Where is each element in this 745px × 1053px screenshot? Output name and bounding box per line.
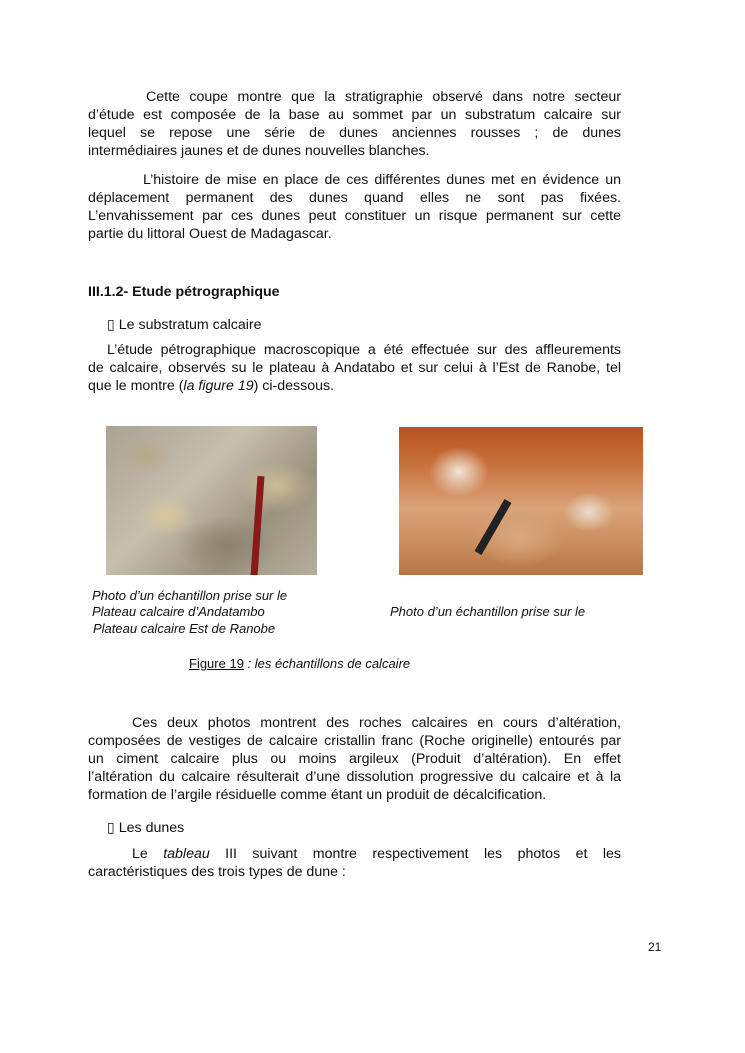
text-line: partie du littoral Ouest de Madagascar. [88, 226, 332, 242]
caption-left-line: Plateau calcaire d’Andatambo [92, 604, 265, 619]
text: que le montre ( [88, 378, 184, 394]
figure-reference: la figure 19 [183, 378, 254, 394]
text-line: de calcaire, observés su le plateau à Andatabo et sur celui à l’Est de Ranobe, tel [88, 360, 621, 376]
word: tableau [163, 846, 210, 862]
hammer-handle [475, 499, 512, 555]
text-line: l’altération du calcaire résulterait d’une dissolution progressive du calcaire et à la [88, 769, 621, 785]
hammer-handle [251, 476, 265, 575]
word: photos [517, 846, 561, 862]
caption-left-line: Photo d’un échantillon prise sur le [92, 588, 288, 603]
text-line: intermédiaires jaunes et de dunes nouvelles blanches. [88, 143, 430, 159]
text-line: composées de vestiges de calcaire cristallin franc (Roche originelle) entourés par [88, 733, 621, 749]
word: montre [312, 846, 357, 862]
text-line [132, 845, 621, 863]
bullet-substratum [107, 316, 640, 334]
text-line: lequel se repose une série de dunes anciennes rousses ; de dunes [88, 125, 621, 141]
page-number: 21 [648, 940, 662, 954]
text-line: un ciment calcaire plus ou moins argileux (Produit d’altération). En effet [88, 751, 621, 767]
word: les [484, 846, 503, 862]
word: III [225, 846, 237, 862]
figure-caption [189, 656, 410, 672]
text-line: L’étude pétrographique macroscopique a été effectuée sur des affleurements [107, 342, 621, 358]
text-line: Ces deux photos montrent des roches calcaires en cours d’altération, [132, 715, 621, 731]
figure-title: : les échantillons de calcaire [243, 656, 411, 671]
text: ) ci-dessous. [253, 378, 335, 394]
text-line: Cette coupe montre que la stratigraphie observé dans notre secteur [146, 89, 621, 105]
bullet-box-icon: ▯ [107, 317, 115, 333]
caption-left-line: Plateau calcaire Est de Ranobe [93, 621, 276, 636]
text-line: caractéristiques des trois types de dune : [88, 864, 346, 880]
text-line: L’histoire de mise en place de ces différentes dunes met en évidence un [143, 172, 621, 188]
word: les [602, 846, 621, 862]
bullet-dunes [107, 819, 640, 837]
word: Le [132, 846, 148, 862]
word: suivant [252, 846, 298, 862]
bullet-box-icon: ▯ [107, 820, 115, 836]
word: respectivement [372, 846, 469, 862]
text-line: formation de l’argile résiduelle comme étant un produit de décalcification. [88, 787, 547, 803]
section-heading: III.1.2- Etude pétrographique [88, 284, 280, 300]
caption-right: Photo d’un échantillon prise sur le [390, 604, 586, 619]
word: et [575, 846, 588, 862]
figure-label: Figure 19 [189, 656, 244, 671]
text-line: déplacement permanent des dunes quand elles ne sont pas fixées. [88, 190, 621, 206]
bullet-label: Les dunes [118, 820, 185, 836]
text-line: L’envahissement par ces dunes peut constituer un risque permanent sur cette [88, 208, 621, 224]
text-line: d’étude est composée de la base au sommet par un substratum calcaire sur [88, 107, 621, 123]
text-line [88, 377, 621, 395]
bullet-label: Le substratum calcaire [118, 317, 262, 333]
photo-ranobe-limestone [399, 427, 643, 575]
photo-andatambo-limestone [106, 426, 317, 575]
